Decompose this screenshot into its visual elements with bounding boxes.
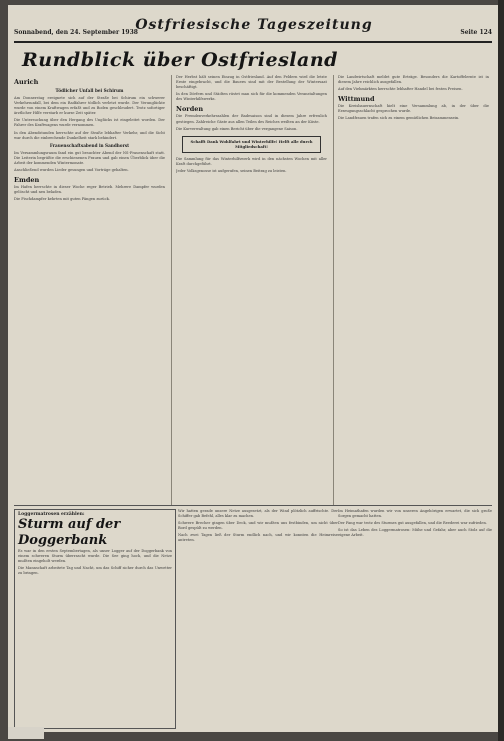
page-header bbox=[14, 17, 492, 43]
section-title: Aurich bbox=[14, 78, 39, 86]
archive-logo bbox=[8, 727, 44, 739]
story-kicker: Loggermatrosen erzählen: bbox=[18, 512, 85, 517]
paragraph: Die Fremdenverkehrszahlen der Badesaison sind in diesem Jahre erfreulich gestiegen. Zahlreiche Gäste aus allen Teilen des Reiches weilten an der Küste. bbox=[176, 114, 327, 124]
section-title: Wittmund bbox=[338, 95, 375, 104]
paragraph: Die Untersuchung über den Hergang des Unglücks ist eingeleitet worden. Der Fahrer des Kraftwagens wurde vernommen. bbox=[14, 118, 165, 128]
paragraph: Im Heimathafen wurden wir von unseren Angehörigen erwartet, die sich große Sorgen gemacht hatten. bbox=[338, 509, 492, 519]
scan-edge bbox=[498, 0, 504, 741]
section-title: Emden bbox=[14, 176, 40, 185]
left-column bbox=[14, 75, 165, 505]
header-date: Sonnabend, den 24. September 1938 bbox=[14, 29, 138, 36]
paragraph: Der Herbst hält seinen Einzug in Ostfriesland. Auf den Feldern wird die letzte Ernte eingebracht, und die Bauern sind mit der Bestellung der Wintersaat beschäftigt. bbox=[176, 75, 327, 90]
section-title: Norden bbox=[176, 105, 204, 114]
section-divider bbox=[14, 505, 492, 506]
right-column bbox=[338, 75, 489, 505]
notice-box: Schafft Dank Wohlfahrt und Winterhilfe! Helft alle durch Mitgliedschaft! bbox=[182, 136, 321, 153]
newspaper-page bbox=[8, 5, 498, 732]
paragraph: Es war in den ersten Septembertagen, als unser Logger auf der Doggerbank von einem schweren Sturm überrascht wurde. Die See ging hoch, und die Netze mußten eingeholt werden. bbox=[18, 549, 172, 564]
column-rule bbox=[171, 75, 172, 505]
paragraph: Schwere Brecher gingen über Deck, und wir mußten uns festbinden, um nicht über Bord gespült zu werden. bbox=[178, 521, 338, 531]
paragraph: Am Donnerstag ereignete sich auf der Straße bei Schirum ein schwerer Verkehrsunfall, bei dem ein Radfahrer tödlich verletzt wurde. Der Verunglückte wurde von einem Kraftwagen erfaßt und zu Boden geschleudert. Trotz sofortiger ärztlicher Hilfe verstarb er kurze Zeit später. bbox=[14, 96, 165, 116]
story-title: Sturm auf der Doggerbank bbox=[18, 517, 121, 548]
sub-title: Frauenschaftsabend in Sandhorst bbox=[49, 142, 130, 148]
story-box bbox=[14, 509, 176, 729]
middle-column bbox=[176, 75, 327, 505]
paragraph: Die Fischdampfer kehrten mit guten Fängen zurück. bbox=[14, 197, 110, 202]
story-column bbox=[338, 509, 492, 727]
sub-title: Tödlicher Unfall bei Schirum bbox=[55, 88, 124, 93]
paragraph: Der Fang war trotz des Sturmes gut ausgefallen, und die Reederei war zufrieden. bbox=[338, 521, 488, 526]
paragraph: Im Versammlungsraum fand ein gut besuchter Abend der NS-Frauenschaft statt. Die Leiterin begrüßte die erschienenen Frauen und gab einen Überblick über die Arbeit der kommenden Wintermonate. bbox=[14, 150, 165, 165]
paragraph: Die Mannschaft arbeitete Tag und Nacht, um das Schiff sicher durch das Unwetter zu bringen. bbox=[18, 566, 172, 576]
main-heading: Rundblick über Ostfriesland bbox=[22, 49, 338, 71]
paragraph: Jeder Volksgenosse ist aufgerufen, seinen Beitrag zu leisten. bbox=[176, 168, 287, 173]
paragraph: Die Landfrauen trafen sich zu einem gemütlichen Beisammensein. bbox=[338, 116, 460, 121]
paragraph: Wir hatten gerade unsere Netze ausgesetzt, als der Wind plötzlich auffrischte. Der Schiffer gab Befehl, alles klar zu machen. bbox=[178, 509, 338, 519]
paragraph: Anschließend wurden Lieder gesungen und Vorträge gehalten. bbox=[14, 168, 129, 173]
column-rule bbox=[333, 75, 334, 505]
paragraph: In den Dörfern und Städten rüstet man sich für die kommenden Veranstaltungen des Winterhilfswerks. bbox=[176, 92, 327, 102]
paragraph: Die Kreisbauernschaft hielt eine Versammlung ab, in der über die Erzeugungsschlacht gesprochen wurde. bbox=[338, 104, 489, 114]
paragraph: In den Abendstunden herrschte auf der Straße lebhafter Verkehr, und die Sicht war durch die einbrechende Dunkelheit stark behindert. bbox=[14, 130, 165, 140]
paragraph: Auf den Viehmärkten herrschte lebhafter Handel bei festen Preisen. bbox=[338, 87, 463, 92]
paragraph: Die Sammlung für das Winterhilfswerk wird in den nächsten Wochen mit aller Kraft durchgeführt. bbox=[176, 156, 327, 166]
paragraph: Nach zwei Tagen ließ der Sturm endlich nach, und wir konnten die Heimreise antreten. bbox=[178, 533, 338, 543]
paragraph: Die Landwirtschaft meldet gute Erträge. Besonders die Kartoffelernte ist in diesem Jahre reichlich ausgefallen. bbox=[338, 75, 489, 85]
paragraph: So ist das Leben des Loggermatrosen: Mühe und Gefahr, aber auch Stolz auf die eigene Arbeit. bbox=[338, 528, 492, 538]
page-number: Seite 124 bbox=[460, 29, 492, 36]
paragraph: Die Kurverwaltung gab einen Bericht über die vergangene Saison. bbox=[176, 126, 298, 131]
story-column bbox=[178, 509, 338, 727]
newspaper-title: Ostfriesische Tageszeitung bbox=[135, 17, 373, 33]
paragraph: Im Hafen herrschte in dieser Woche reger Betrieb. Mehrere Dampfer wurden gelöscht und neu beladen. bbox=[14, 185, 165, 195]
